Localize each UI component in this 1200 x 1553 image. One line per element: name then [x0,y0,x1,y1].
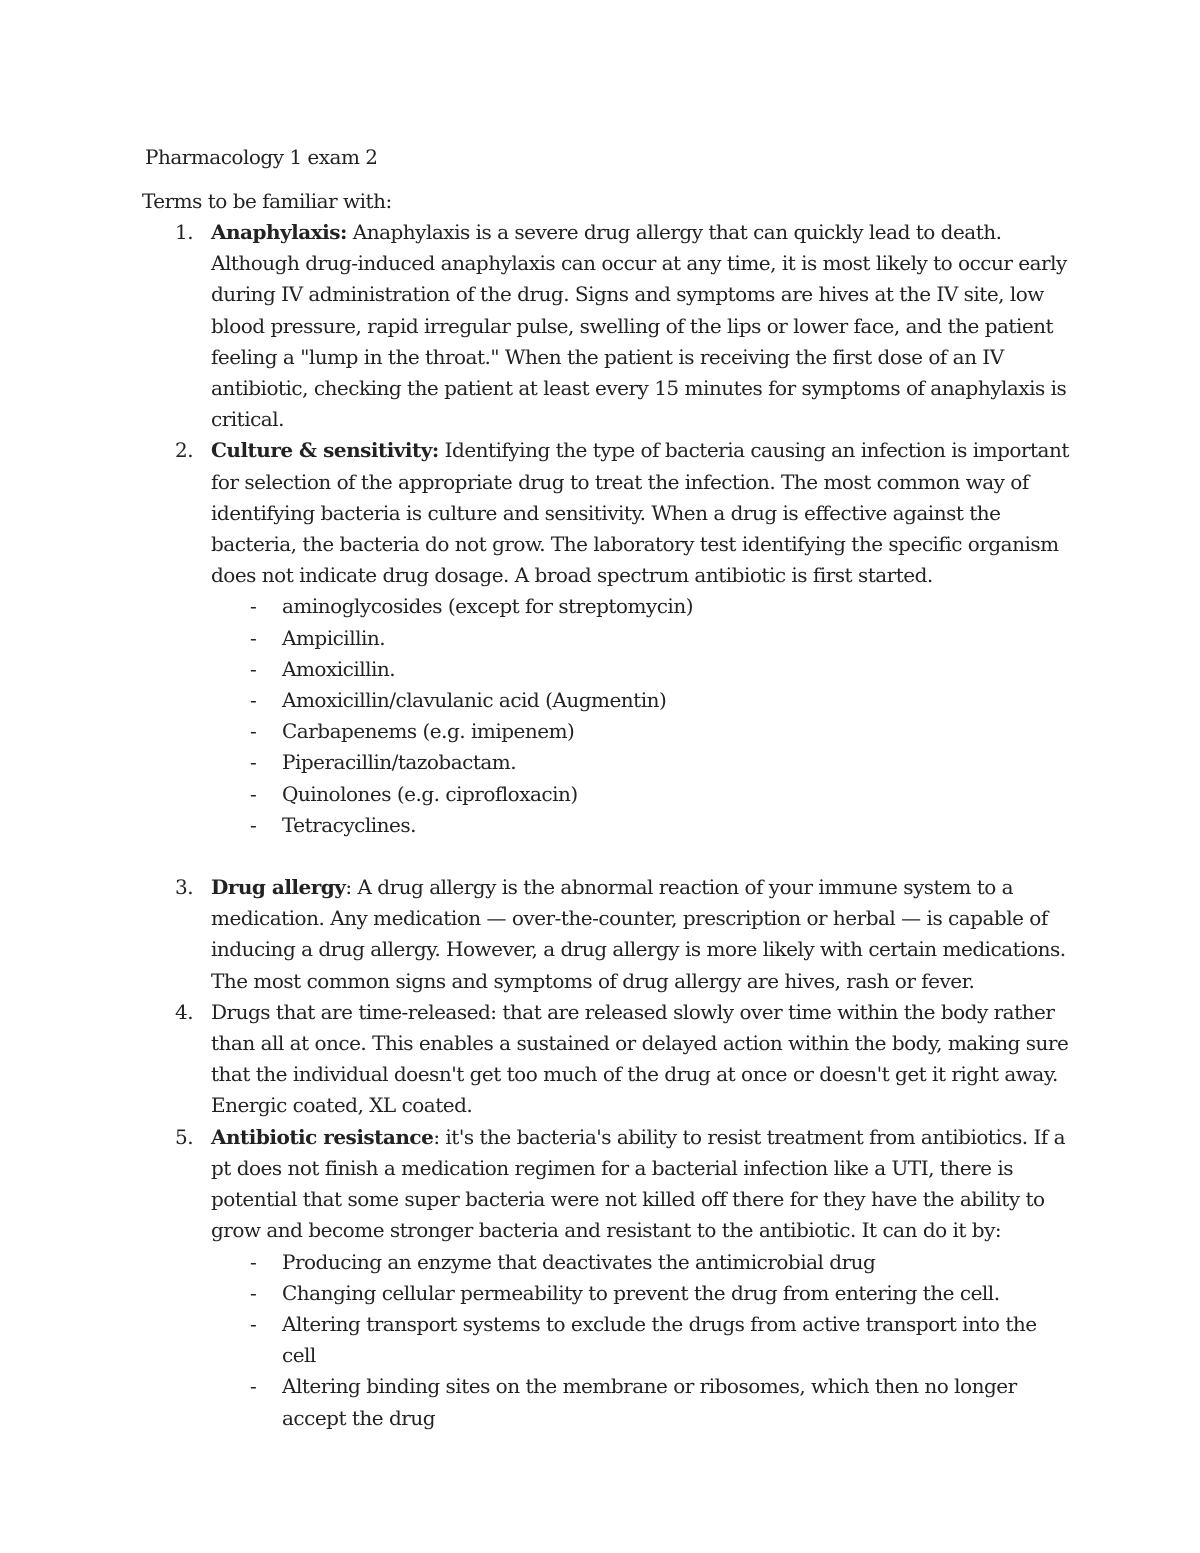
list-item-text: Changing cellular permeability to prevent the drug from entering the cell. [282,1280,1000,1305]
list-item-text: aminoglycosides (except for streptomycin) [282,594,694,619]
bullet-dash: - [250,1249,257,1274]
list-item-text: Tetracyclines. [282,812,416,837]
term-number: 1. [175,220,194,244]
term-definition: Identifying the type of bacteria causing an infection is important for selection of the appropriate drug to treat the infection. The most common way of identifying bacteria is culture and sensitivity. When a drug is effective against the bacteria, the bacteria do not grow. The laboratory test identifying the specific organism does not indicate drug dosage. A broad spectrum antibiotic is first started. [211,438,1069,588]
bullet-dash: - [250,625,257,650]
term-item-drug-allergy [175,872,1071,997]
list-item [250,810,1071,841]
bullet-dash: - [250,688,257,713]
bullet-dash: - [250,781,257,806]
bullet-dash: - [250,719,257,744]
list-item-text: Amoxicillin. [282,656,396,681]
list-item [250,1309,1071,1371]
bullet-dash: - [250,1374,257,1399]
list-item [250,591,1071,622]
list-item-text: Altering binding sites on the membrane or ribosomes, which then no longer accept the drug [282,1374,1017,1430]
term-name: Drug allergy [211,875,346,900]
list-item [250,654,1071,685]
term-name: Anaphylaxis: [211,220,347,244]
terms-intro: Terms to be familiar with: [142,189,392,213]
term-item-anaphylaxis [175,217,1071,435]
antibiotic-list [211,591,1071,841]
bullet-dash: - [250,656,257,681]
list-item [250,747,1071,778]
term-definition: Drugs that are time-released: that are released slowly over time within the body rather than all at once. This enables a sustained or delayed action within the body, making sure that the individual doesn't get too much of the drug at once or doesn't get it right away. Energic coated, XL coated. [211,999,1069,1118]
term-item-time-released [175,997,1071,1122]
list-item-text: Altering transport systems to exclude the drugs from active transport into the cell [282,1311,1037,1368]
list-item [250,1371,1071,1433]
resistance-mechanism-list [211,1247,1071,1434]
blank-line [211,841,1071,872]
list-item-text: Quinolones (e.g. ciprofloxacin) [282,781,578,806]
term-number: 2. [175,438,194,463]
term-number: 4. [175,999,194,1024]
list-item-text: Producing an enzyme that deactivates the antimicrobial drug [282,1249,876,1274]
term-definition: Anaphylaxis is a severe drug allergy that can quickly lead to death. Although drug-induced anaphylaxis can occur at any time, it is most likely to occur early during IV administration of the drug. Signs and symptoms are hives at the IV site, low blood pressure, rapid irregular pulse, swelling of the lips or lower face, and the patient feeling a "lump in the throat." When the patient is receiving the first dose of an IV antibiotic, checking the patient at least every 15 minutes for symptoms of anaphylaxis is critical. [211,220,1067,432]
bullet-dash: - [250,1311,257,1336]
document-title: Pharmacology 1 exam 2 [145,145,378,169]
term-number: 3. [175,875,194,900]
list-item [250,623,1071,654]
list-item-text: Piperacillin/tazobactam. [282,750,517,775]
list-item [250,1247,1071,1278]
term-name: Antibiotic resistance [211,1124,434,1149]
bullet-dash: - [250,750,257,775]
list-item [250,716,1071,747]
list-item-text: Carbapenems (e.g. imipenem) [282,719,575,744]
list-item [250,685,1071,716]
bullet-dash: - [250,594,257,619]
list-item-text: Amoxicillin/clavulanic acid (Augmentin) [282,688,667,713]
term-definition: : it's the bacteria's ability to resist treatment from antibiotics. If a pt does not finish a medication regimen for a bacterial infection like a UTI, there is potential that some super bacteria were not killed off there for they have the ability to grow and become stronger bacteria and resistant to the antibiotic. It can do it by: [211,1124,1066,1243]
bullet-dash: - [250,812,257,837]
term-name: Culture & sensitivity: [211,438,439,463]
term-number: 5. [175,1124,194,1149]
bullet-dash: - [250,1280,257,1305]
list-item [250,1278,1071,1309]
terms-list [175,217,1071,1434]
term-item-antibiotic-resistance [175,1122,1071,1434]
term-item-culture-sensitivity [175,435,1071,872]
list-item [250,779,1071,810]
term-definition: : A drug allergy is the abnormal reaction of your immune system to a medication. Any medication — over-the-counter, prescription or herbal — is capable of inducing a drug allergy. However, a drug allergy is more likely with certain medications. The most common signs and symptoms of drug allergy are hives, rash or fever. [211,875,1066,993]
list-item-text: Ampicillin. [282,625,386,650]
